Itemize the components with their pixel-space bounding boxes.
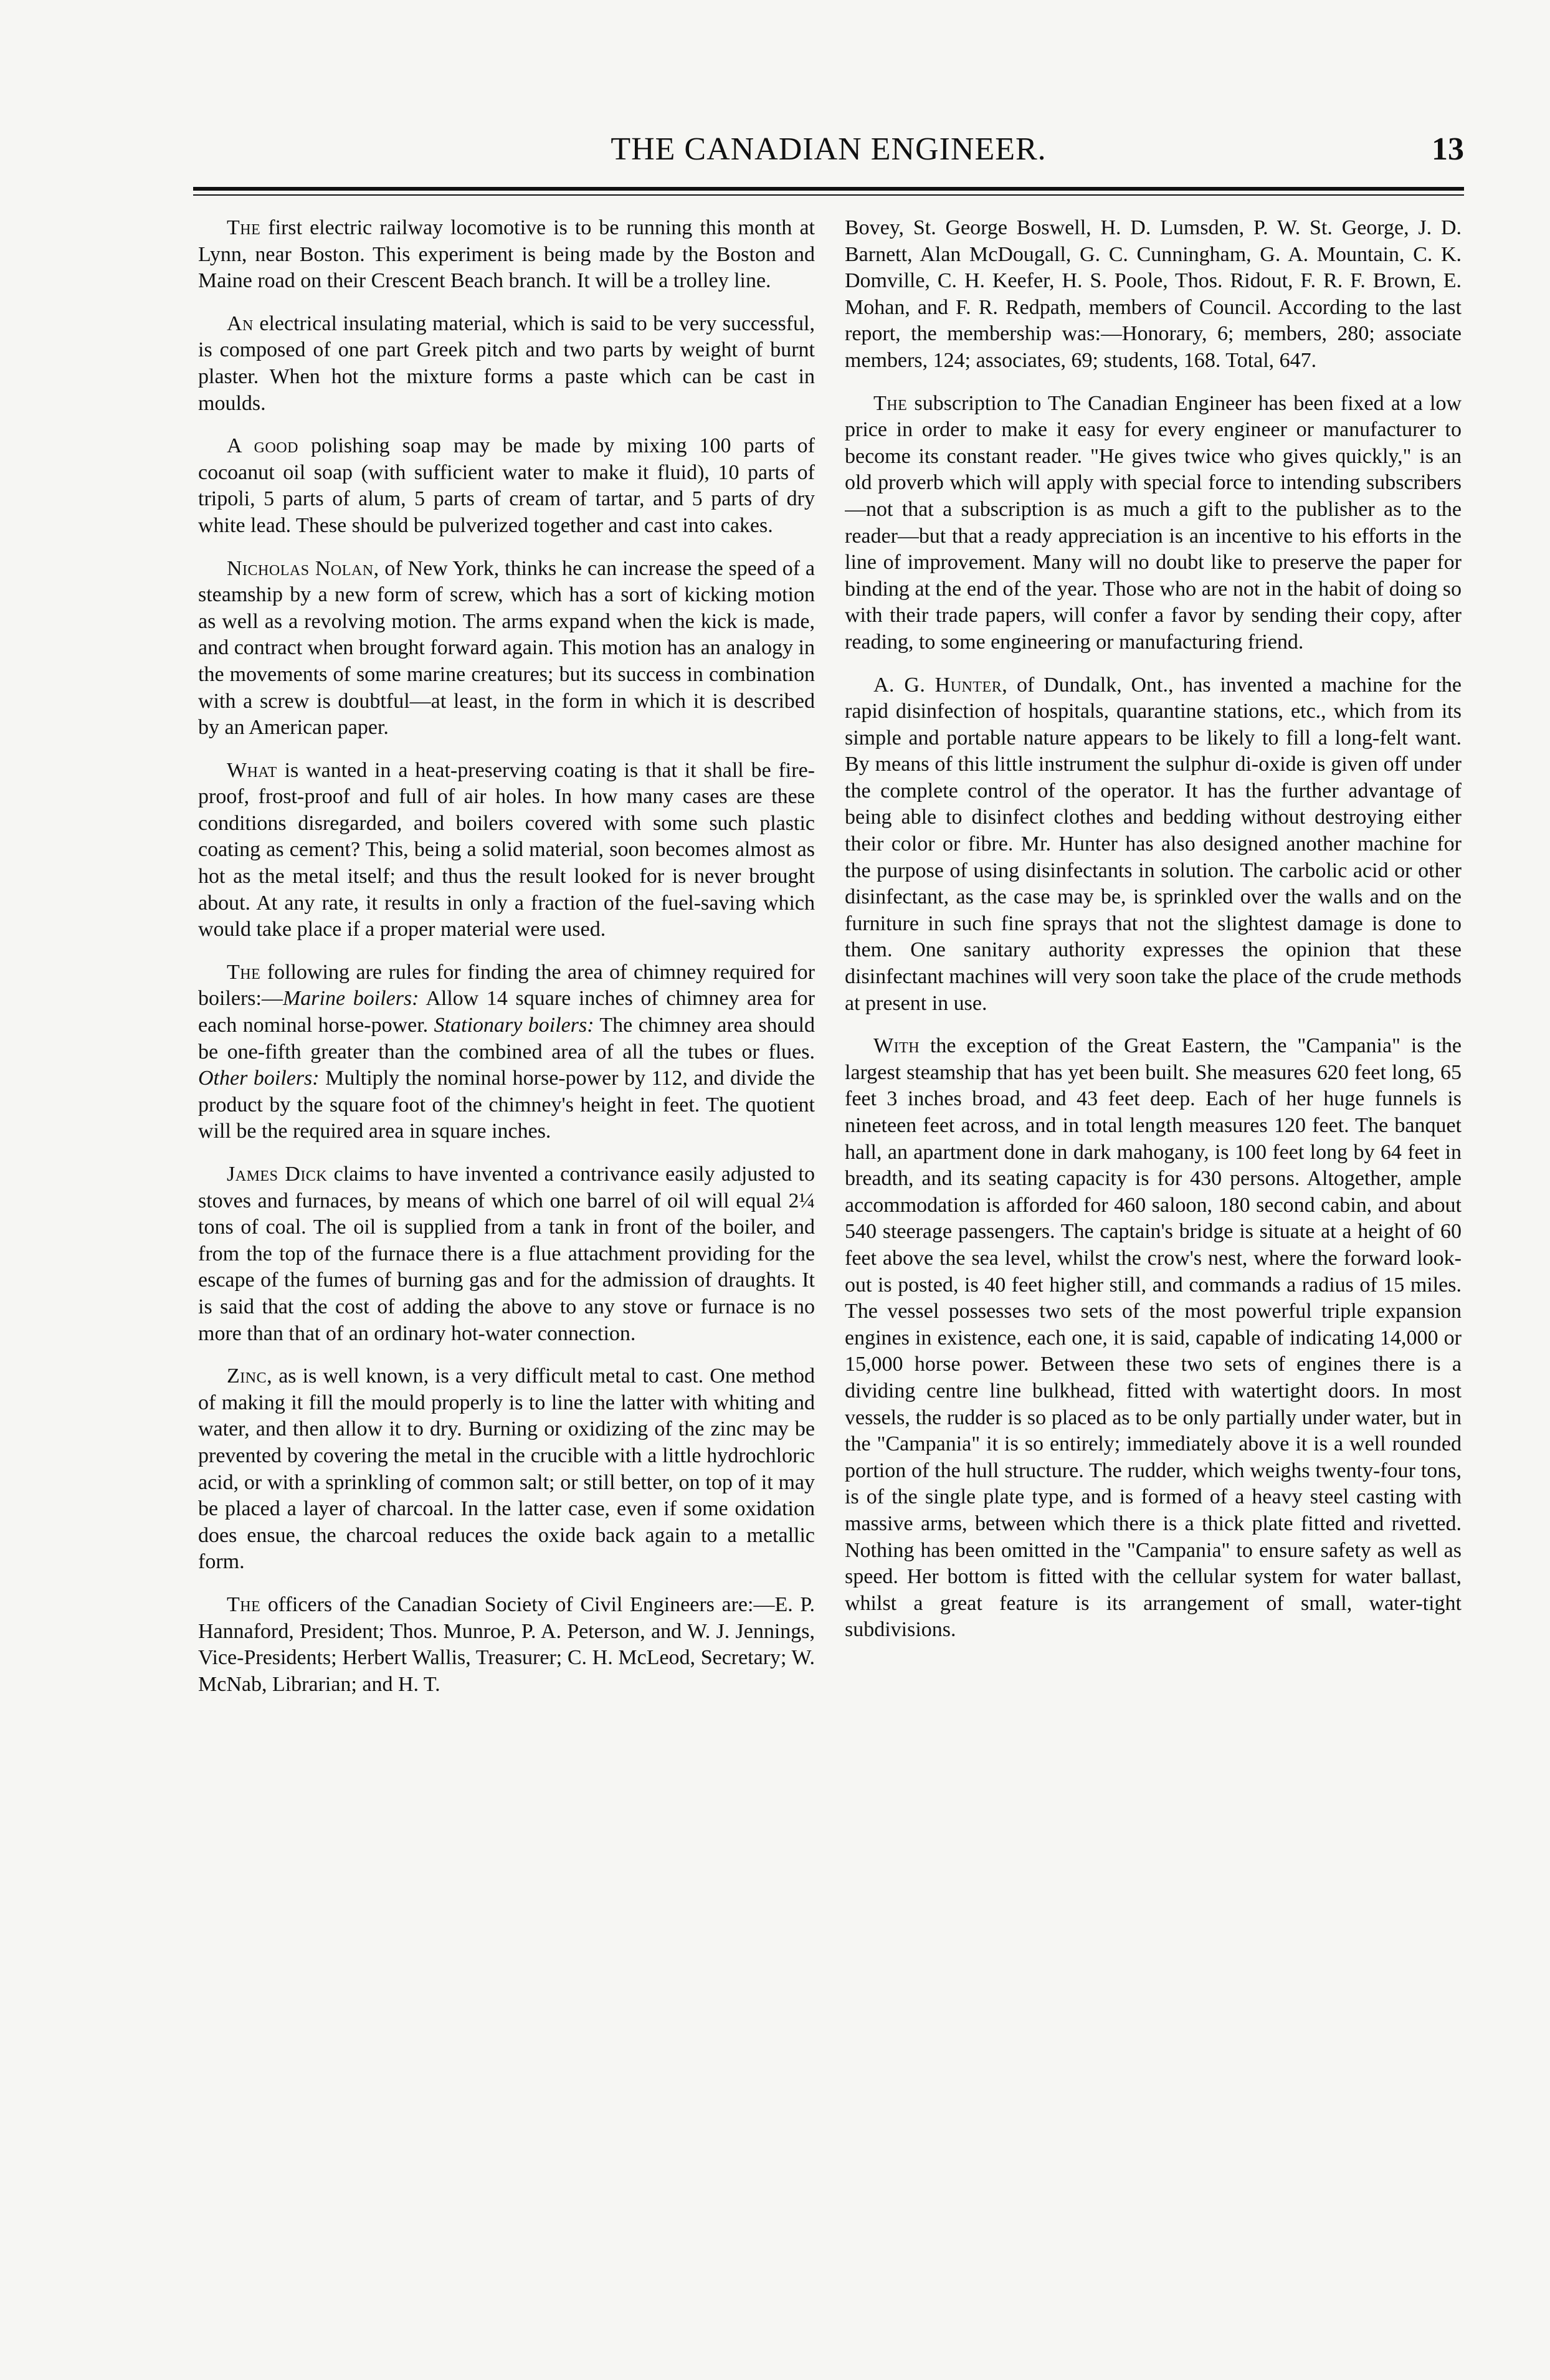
- paragraph-text: Bovey, St. George Boswell, H. D. Lumsden, P. W. St. George, J. D. Barnett, Alan McDougall, G. C. Cunningham, G. A. Mountain, C. K. Domville, C. H. Keefer, H. S. Poole, Thos. Ridout, F. R. F. Brown, E. Mohan, and F. R. Redpath, members of Council. According to the last report, the membership was:—Honorary, 6; members, 280; associate members, 124; associates, 69; students, 168. Total, 647.: [845, 216, 1462, 372]
- paragraph-lead: With: [873, 1034, 920, 1058]
- paragraph-lead: Zinc,: [227, 1364, 273, 1388]
- article-paragraph: [198, 311, 815, 417]
- paragraph-text: of Dundalk, Ont., has invented a machine for the rapid disinfection of hospitals, quarantine stations, etc., which from its simple and portable nature appears to be likely to fill a long-felt want. By means of this little instrument the sulphur di-oxide is given off under the complete control of the operator. It has the further advantage of being able to disinfect clothes and bedding without destroying either their color or fibre. Mr. Hunter has also designed another machine for the purpose of using disinfectants in solution. The carbolic acid or other disinfectant, as the case may be, is sprinkled over the walls and on the furniture in such fine sprays that not the slightest damage is done to them. One sanitary authority expresses the opinion that these disinfectant machines will very soon take the place of the crude methods at present in use.: [845, 673, 1462, 1015]
- paragraph-text: of New York, thinks he can increase the speed of a steamship by a new form of screw, which has a sort of kicking motion as well as a revolving motion. The arms expand when the kick is made, and contract when brought forward again. This motion has an analogy in the movements of some marine creatures; but its success in combination with a screw is doubtful—at least, in the form in which it is described by an American paper.: [198, 556, 815, 740]
- article-paragraph: [845, 391, 1462, 656]
- article-paragraph: [845, 215, 1462, 374]
- paragraph-text: Multiply the nominal horse-power by 112, and divide the product by the square foot of the chimney's height in feet. The quotient will be the required area in square inches.: [198, 1067, 815, 1143]
- article-paragraph: [198, 758, 815, 943]
- paragraph-lead: The: [873, 391, 908, 415]
- article-paragraph: [198, 556, 815, 741]
- paragraph-text: the exception of the Great Eastern, the "Campania" is the largest steamship that has yet been built. She measures 620 feet long, 65 feet 3 inches broad, and 43 feet deep. Each of her huge funnels is nineteen feet across, and in total length measures 120 feet. The banquet hall, an apartment done in dark mahogany, is 100 feet long by 64 feet in breadth, and its seating capacity is for 430 persons. Altogether, ample accommodation is afforded for 460 saloon, 180 second cabin, and about 540 steerage passengers. The captain's bridge is situate at a height of 60 feet above the sea level, whilst the crow's nest, where the forward look-out is posted, is 40 feet higher still, and commands a radius of 15 miles. The vessel possesses two sets of the most powerful triple expansion engines in existence, each one, it is said, capable of indicating 14,000 or 15,000 horse power. Between these two sets of engines there is a dividing centre line bulkhead, fitted with watertight doors. In most vessels, the rudder is so placed as to be only partially under water, but in the "Campania" it is so entirely; immediately above it is a well rounded portion of the hull structure. The rudder, which weighs twenty-four tons, is of the single plate type, and is formed of a heavy steel casting with massive arms, between which there is a thick plate fitted and rivetted. Nothing has been omitted in the "Campania" to ensure safety as well as speed. Her bottom is fitted with the cellular system for water ballast, whilst a great feature is its arrangement of small, water-tight subdivisions.: [845, 1034, 1462, 1642]
- page-header: [193, 130, 1464, 173]
- paragraph-text: claims to have invented a contrivance easily adjusted to stoves and furnaces, by means of which one barrel of oil will equal 2¼ tons of coal. The oil is supplied from a tank in front of the boiler, and from the top of the furnace there is a flue attachment providing for the escape of the fumes of burning gas and for the admission of draughts. It is said that the cost of adding the above to any stove or furnace is no more than that of an ordinary hot-water connection.: [198, 1163, 815, 1345]
- paragraph-lead: A. G. Hunter,: [873, 673, 1008, 697]
- running-head: THE CANADIAN ENGINEER.: [611, 131, 1047, 167]
- paragraph-text: electrical insulating material, which is said to be very successful, is composed of one part Greek pitch and two parts by weight of burnt plaster. When hot the mixture forms a paste which can be cast in moulds.: [198, 312, 815, 415]
- header-rule-thin: [193, 194, 1464, 196]
- article-paragraph: [198, 1161, 815, 1347]
- article-paragraph: [198, 433, 815, 539]
- emphasized-term: Other boilers:: [198, 1067, 320, 1090]
- header-rule-thick: [193, 187, 1464, 191]
- article-paragraph: [198, 1592, 815, 1698]
- paragraph-text: polishing soap may be made by mixing 100 parts of cocoanut oil soap (with sufficient water to make it fluid), 10 parts of tripoli, 5 parts of alum, 5 parts of cream of tartar, and 5 parts of dry white lead. These should be pulverized together and cast into cakes.: [198, 434, 815, 537]
- paragraph-text: following are rules for finding the area of chimney required for boilers:—: [198, 960, 815, 1011]
- paragraph-lead: An: [227, 312, 254, 335]
- emphasized-term: Stationary boilers:: [434, 1014, 594, 1037]
- page-number: 13: [1432, 131, 1464, 167]
- paragraph-lead: Nicholas Nolan,: [227, 556, 379, 580]
- paragraph-text: is wanted in a heat-preserving coating is that it shall be fire-proof, frost-proof and full of air holes. In how many cases are these conditions disregarded, and boilers covered with some such plastic coating as cement? This, being a solid material, soon becomes almost as hot as the metal itself; and thus the result looked for is never brought about. At any rate, it results in only a fraction of the fuel-saving which would take place if a proper material were used.: [198, 758, 815, 941]
- paragraph-lead: The: [227, 1592, 261, 1616]
- paragraph-text: The chimney area should be one-fifth greater than the combined area of all the tubes or flues.: [198, 1014, 815, 1064]
- paragraph-lead: What: [227, 758, 277, 782]
- paragraph-lead: The: [227, 960, 261, 984]
- paragraph-text: officers of the Canadian Society of Civil Engineers are:—E. P. Hannaford, President; Thos. Munroe, P. A. Peterson, and W. J. Jennings, Vice-Presidents; Herbert Wallis, Treasurer; C. H. McLeod, Secretary; W. McNab, Librarian; and H. T.: [198, 1592, 815, 1696]
- paragraph-lead: A good: [227, 434, 299, 458]
- article-paragraph: [845, 672, 1462, 1017]
- left-column: [198, 215, 815, 2333]
- article-paragraph: [198, 959, 815, 1145]
- article-paragraph: [845, 1033, 1462, 1644]
- paragraph-text: subscription to The Canadian Engineer has been fixed at a low price in order to make it easy for every engineer or manufacturer to become its constant reader. "He gives twice who gives quickly," is an old proverb which will apply with special force to intending subscribers—not that a subscription is as much a gift to the publisher as to the reader—but that a ready appreciation is an incentive to his efforts in the line of improvement. Many will no doubt like to preserve the paper for binding at the end of the year. Those who are not in the habit of doing so with their trade papers, will confer a favor by sending their copy, after reading, to some engineering or manufacturing friend.: [845, 391, 1462, 654]
- paragraph-lead: James Dick: [227, 1163, 328, 1186]
- paragraph-text: first electric railway locomotive is to be running this month at Lynn, near Boston. This experiment is being made by the Boston and Maine road on their Crescent Beach branch. It will be a trolley line.: [198, 216, 815, 293]
- paragraph-lead: The: [227, 216, 261, 239]
- paragraph-text: Allow 14 square inches of chimney area for each nominal horse-power.: [198, 987, 815, 1037]
- paragraph-text: as is well known, is a very difficult metal to cast. One method of making it fill the mould properly is to line the latter with whiting and water, and then allow it to dry. Burning or oxidizing of the zinc may be prevented by covering the metal in the crucible with a little hydrochloric acid, or with a sprinkling of common salt; or still better, on top of it may be placed a layer of charcoal. In the latter case, even if some oxidation does ensue, the charcoal reduces the oxide back again to a metallic form.: [198, 1364, 815, 1574]
- article-paragraph: [198, 215, 815, 295]
- article-paragraph: [198, 1363, 815, 1576]
- emphasized-term: Marine boilers:: [282, 987, 419, 1011]
- right-column: [845, 215, 1462, 2333]
